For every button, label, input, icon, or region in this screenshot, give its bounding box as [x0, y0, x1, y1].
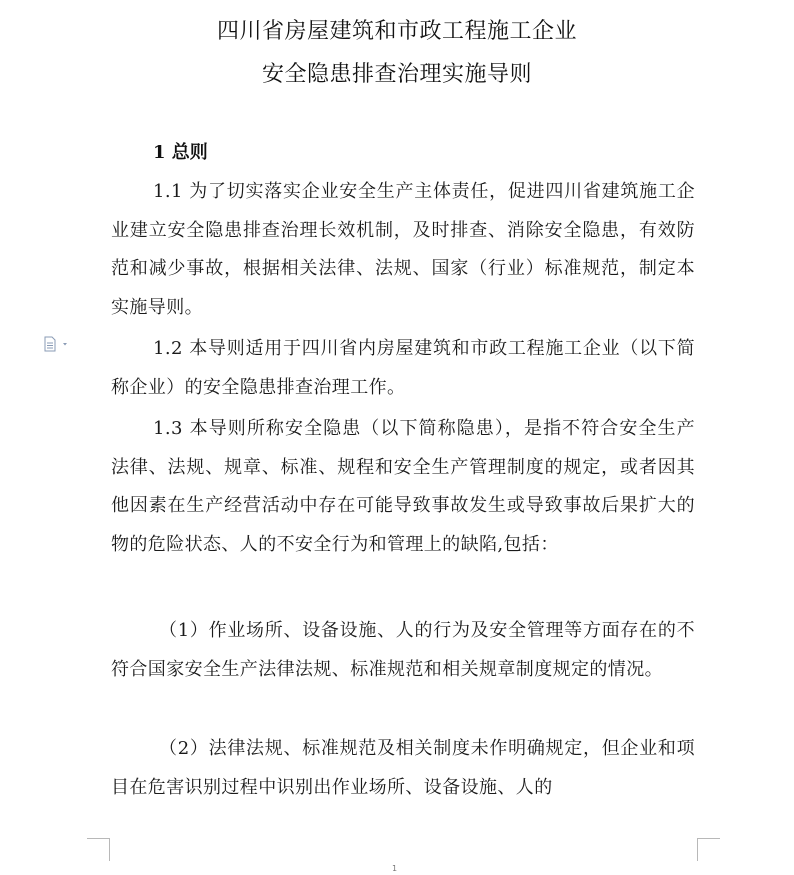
paragraph-item-2[interactable]: （2）法律法规、标准规范及相关制度未作明确规定，但企业和项目在危害识别过程中识别出作业场所、设备设施、人的 [111, 738, 695, 798]
paragraph-item-1[interactable]: （1）作业场所、设备设施、人的行为及安全管理等方面存在的不符合国家安全生产法律法规、标准规范和相关规章制度规定的情况。 [111, 620, 695, 680]
paragraph-item-2-block [111, 730, 695, 807]
document-title-line-1: 四川省房屋建筑和市政工程施工企业 [216, 19, 577, 44]
paragraph-1-1[interactable]: 1.1 为了切实落实企业安全生产主体责任，促进四川省建筑施工企业建立安全隐患排查治理长效机制，及时排查、消除安全隐患，有效防范和减少事故，根据相关法律、法规、国家（行业）标准规范，制定本实施导则。 [111, 181, 695, 318]
page-corner-mark-right [697, 838, 720, 861]
section-heading: 1 总则 [153, 142, 208, 163]
document-title-line-2: 安全隐患排查治理实施导则 [261, 62, 532, 87]
page-number: 1 [392, 864, 398, 873]
paragraph-1-1-block [111, 173, 695, 327]
paragraph-1-3-block [111, 410, 695, 564]
page-corner-mark-left [87, 838, 110, 861]
paragraph-1-2-block [111, 330, 695, 407]
chevron-down-icon [63, 343, 67, 346]
paragraph-item-1-block [111, 612, 695, 689]
paragraph-handle[interactable] [44, 336, 70, 352]
paragraph-1-3[interactable]: 1.3 本导则所称安全隐患（以下简称隐患），是指不符合安全生产法律、法规、规章、标准、规程和安全生产管理制度的规定，或者因其他因素在生产经营活动中存在可能导致事故发生或导致事故后果扩大的物的危险状态、人的不安全行为和管理上的缺陷,包括： [111, 418, 695, 555]
document-icon [44, 336, 70, 352]
paragraph-1-2[interactable]: 1.2 本导则适用于四川省内房屋建筑和市政工程施工企业（以下简称企业）的安全隐患排查治理工作。 [111, 338, 695, 398]
